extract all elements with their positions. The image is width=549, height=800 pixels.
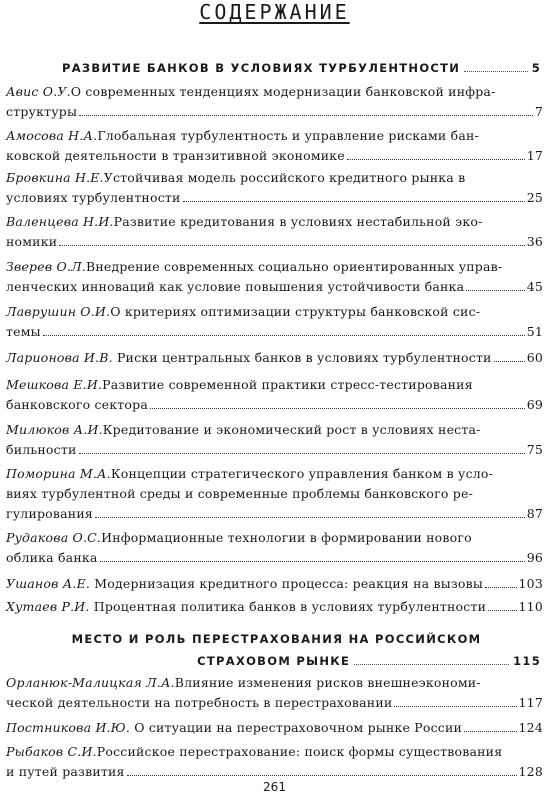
entry-author: Зверев О.Л. (6, 259, 86, 274)
entry-author: Рудакова О.С. (6, 530, 102, 545)
toc-entry[interactable] (6, 257, 543, 297)
toc-entry[interactable] (6, 574, 543, 594)
entry-title-line1: Концепции стратегического управления банком в усло- (110, 466, 494, 481)
entry-title-line2: темы (6, 324, 41, 339)
leader-dots (43, 325, 525, 336)
section-heading-2-page: 115 (513, 654, 541, 668)
entry-title-line1: Развитие кредитования в условиях нестабильной эко- (113, 214, 483, 229)
entry-title-line1: Развитие современной практики стресс-тестирования (102, 377, 473, 392)
entry-author: Постникова И.Ю. (6, 720, 131, 735)
entry-page: 25 (526, 190, 543, 205)
entry-title-line1: О критериях оптимизации структуры банковской сис- (110, 304, 481, 319)
section-heading-1 (12, 58, 541, 78)
toc-entry[interactable] (6, 597, 543, 617)
entry-author: Ушанов А.Е. (6, 576, 91, 591)
entry-title-line1: Внедрение современных социально ориентированных управ- (85, 259, 503, 274)
entry-title-line2: ленческих инноваций как условие повышения устойчивости банка (6, 279, 465, 294)
toc-entry[interactable] (6, 528, 543, 568)
entry-title-line1: Модернизация кредитного процесса: реакция на вызовы (90, 576, 483, 591)
leader-dots (95, 507, 525, 518)
leader-dots (466, 280, 524, 291)
entry-title-line2: номики (6, 234, 58, 249)
toc-entry[interactable] (6, 464, 543, 524)
entry-page: 60 (526, 350, 543, 365)
toc-entry[interactable] (6, 82, 543, 122)
toc-entry[interactable] (6, 420, 543, 460)
entry-page: 75 (526, 442, 543, 457)
section-heading-2-line2: СТРАХОВОМ РЫНКЕ (197, 654, 351, 668)
entry-author: Лаврушин О.И. (6, 304, 111, 319)
entry-title-line2: и путей развития (6, 764, 125, 779)
entry-author: Хутаев Р.И. (6, 599, 90, 614)
entry-page: 128 (518, 764, 543, 779)
entry-author: Бровкина Н.Е. (6, 170, 104, 185)
toc-entry[interactable] (6, 348, 543, 368)
leader-dots (59, 235, 524, 246)
entry-title-line2: гулирования (6, 506, 93, 521)
toc-entry[interactable] (6, 375, 543, 415)
toc-entry[interactable] (6, 126, 543, 166)
entry-title-line1: О ситуации на перестраховочном рынке России (130, 720, 463, 735)
entry-author: Рыбаков С.И. (6, 744, 97, 759)
leader-dots (494, 351, 525, 362)
entry-page: 96 (526, 550, 543, 565)
entry-author: Орланюк-Малицкая Л.А. (6, 675, 175, 690)
toc-entry[interactable] (6, 168, 543, 208)
entry-page: 7 (534, 104, 543, 119)
leader-dots (150, 398, 525, 409)
entry-page: 103 (518, 576, 543, 591)
leader-dots (485, 577, 517, 588)
entry-author: Авис О.У. (6, 84, 71, 99)
leader-dots (183, 191, 525, 202)
entry-title-line2: облика банка (6, 550, 98, 565)
leader-dots (347, 149, 525, 160)
entry-page: 124 (518, 720, 543, 735)
entry-author: Мешкова Е.И. (6, 377, 103, 392)
entry-title-line1: Информационные технологии в формировании нового (101, 530, 472, 545)
toc-entry[interactable] (6, 718, 543, 738)
entry-title-line2: ческой деятельности на потребность в перестраховании (6, 695, 393, 710)
page-number: 261 (263, 780, 286, 794)
entry-title-line1: О современных тенденциях модернизации банковской инфра- (70, 84, 496, 99)
page-title: СОДЕРЖАНИЕ (199, 0, 350, 24)
entry-title-line1b: виях турбулентной среды и современные проблемы банковского ре- (6, 486, 474, 501)
leader-dots (464, 61, 527, 72)
entry-page: 69 (526, 397, 543, 412)
entry-author: Ларионова И.В. (6, 350, 113, 365)
entry-title-line2: ковской деятельности в транзитивной экономике (6, 148, 345, 163)
leader-dots (79, 443, 525, 454)
section-heading-2-line1: МЕСТО И РОЛЬ ПЕРЕСТРАХОВАНИЯ НА РОССИЙСКОМ (71, 632, 482, 646)
entry-title-line1: Влияние изменения рисков внешнеэкономи- (174, 675, 481, 690)
entry-page: 117 (518, 695, 543, 710)
entry-title-line1: Процентная политика банков в условиях турбулентности (89, 599, 487, 614)
entry-author: Милюков А.И. (6, 422, 103, 437)
leader-dots (464, 721, 517, 732)
toc-entry[interactable] (6, 212, 543, 252)
leader-dots (394, 696, 516, 707)
leader-dots (79, 105, 533, 116)
entry-title-line2: бильности (6, 442, 77, 457)
entry-title-line2: условиях турбулентности (6, 190, 181, 205)
entry-author: Амосова Н.А. (6, 128, 98, 143)
entry-author: Валенцева Н.И. (6, 214, 114, 229)
leader-dots (488, 600, 516, 611)
entry-title-line1: Риски центральных банков в условиях турбулентности (112, 350, 492, 365)
entry-title-line1: Российское перестрахование: поиск формы существования (96, 744, 503, 759)
entry-title-line2: банковского сектора (6, 397, 148, 412)
section-heading-1-text: РАЗВИТИЕ БАНКОВ В УСЛОВИЯХ ТУРБУЛЕНТНОСТИ (62, 61, 461, 75)
section-heading-1-page: 5 (531, 61, 541, 75)
toc-entry[interactable] (6, 673, 543, 713)
entry-author: Поморина М.А. (6, 466, 111, 481)
leader-dots (354, 654, 509, 665)
entry-page: 110 (518, 599, 543, 614)
entry-title-line1: Устойчивая модель российского кредитного рынка в (103, 170, 466, 185)
entry-page: 17 (526, 148, 543, 163)
entry-page: 87 (526, 506, 543, 521)
leader-dots (127, 765, 517, 776)
toc-entry[interactable] (6, 302, 543, 342)
entry-title-line1: Глобальная турбулентность и управление рисками бан- (97, 128, 479, 143)
leader-dots (100, 551, 525, 562)
section-heading-2 (12, 628, 541, 672)
entry-page: 45 (526, 279, 543, 294)
entry-page: 51 (526, 324, 543, 339)
entry-title-line2: структуры (6, 104, 78, 119)
entry-page: 36 (526, 234, 543, 249)
entry-title-line1: Кредитование и экономический рост в условиях неста- (102, 422, 481, 437)
toc-entry[interactable] (6, 742, 543, 782)
